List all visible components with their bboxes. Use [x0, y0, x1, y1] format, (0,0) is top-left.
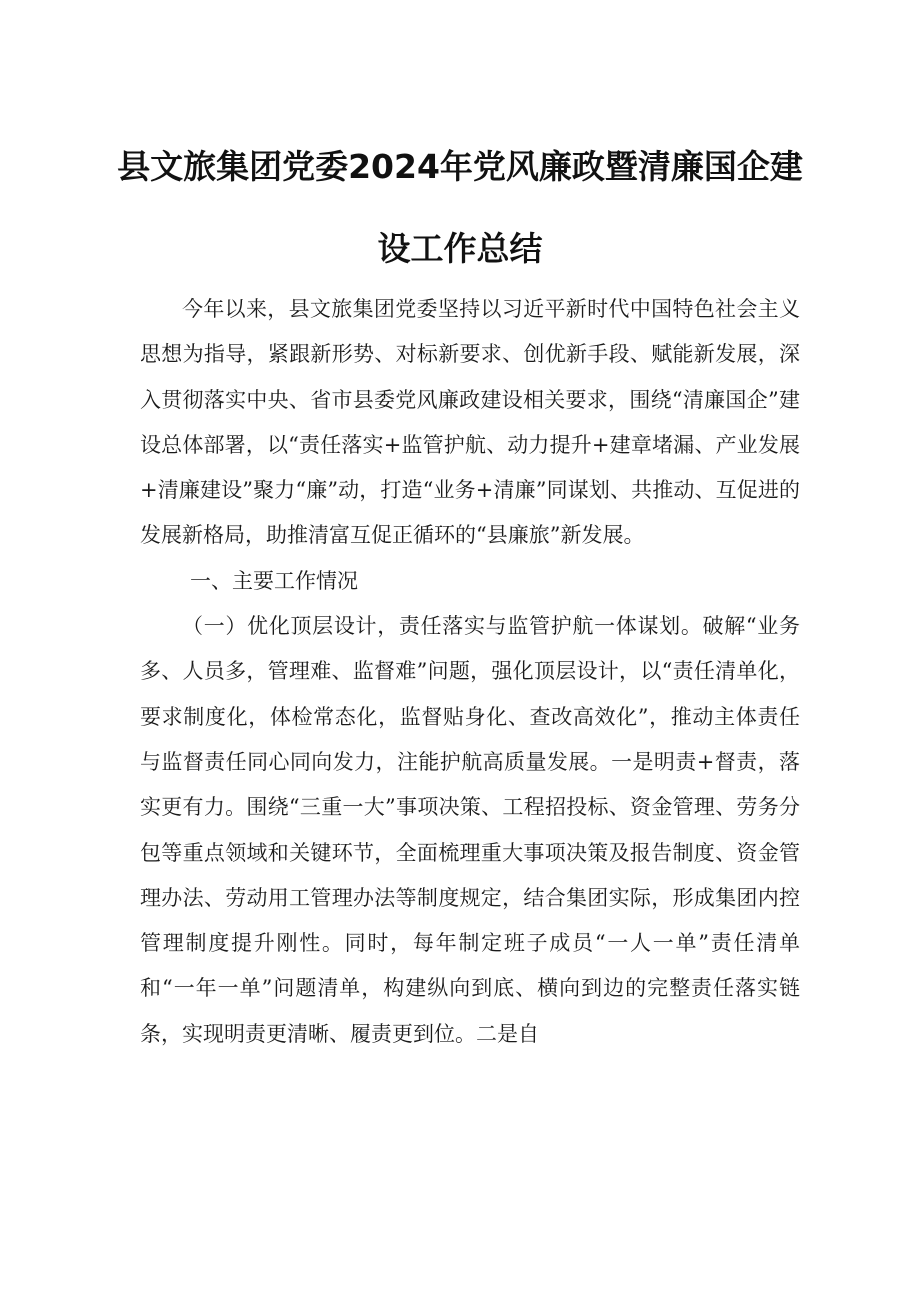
subsection-paragraph-1: （一）优化顶层设计，责任落实与监管护航一体谋划。破解“业务多、人员多，管理难、监督难”问题，强化顶层设计，以“责任清单化，要求制度化，体检常态化，监督贴身化、查改高效化”，推动主体责任与监督责任同心同向发力，注能护航高质量发展。一是明责+督责，落实更有力。围绕“三重一大”事项决策、工程招投标、资金管理、劳务分包等重点领域和关键环节，全面梳理重大事项决策及报告制度、资金管理办法、劳动用工管理办法等制度规定，结合集团实际，形成集团内控管理制度提升刚性。同时，每年制定班子成员“一人一单”责任清单和“一年一单”问题清单，构建纵向到底、横向到边的完整责任落实链条，实现明责更清晰、履责更到位。二是自	[140, 614, 800, 1046]
document-title-line-2: 设工作总结	[377, 229, 543, 268]
intro-paragraph: 今年以来，县文旅集团党委坚持以习近平新时代中国特色社会主义思想为指导，紧跟新形势、对标新要求、创优新手段、赋能新发展，深入贯彻落实中央、省市县委党风廉政建设相关要求，围绕“清廉国企”建设总体部署，以“责任落实+监管护航、动力提升+建章堵漏、产业发展+清廉建设”聚力“廉”动，打造“业务+清廉”同谋划、共推动、互促进的发展新格局，助推清富互促正循环的“县廉旅”新发展。	[140, 297, 800, 548]
document-title-line-1: 县文旅集团党委2024年党风廉政暨清廉国企建	[117, 147, 803, 186]
section-heading-main-work: 一、主要工作情况	[190, 568, 358, 593]
document-body	[140, 287, 800, 1057]
